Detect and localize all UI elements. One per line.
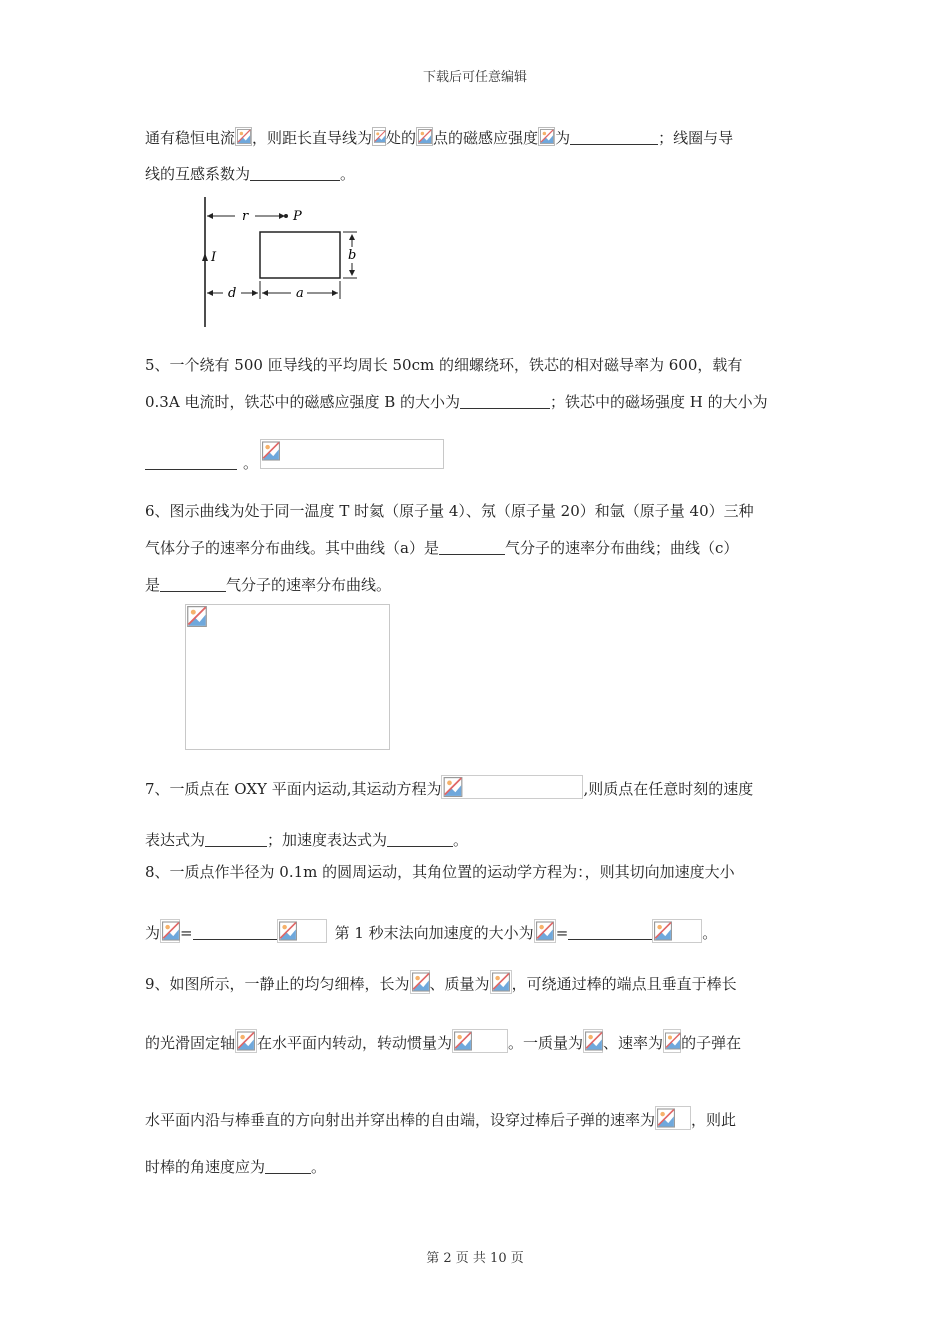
formula-image-box	[655, 1106, 691, 1130]
broken-image-icon	[187, 606, 207, 627]
answer-blank	[250, 166, 340, 181]
label-P: P	[293, 209, 302, 224]
formula-image-box	[441, 775, 583, 799]
wire-loop-figure	[195, 195, 365, 330]
label-b: b	[348, 248, 357, 263]
label-a: a	[296, 286, 304, 301]
label-d: d	[228, 286, 237, 301]
answer-blank	[387, 832, 453, 847]
answer-blank	[193, 925, 277, 940]
formula-image-icon	[372, 127, 386, 146]
page-header: 下载后可任意编辑	[422, 70, 527, 85]
formula-image-box	[583, 1029, 603, 1053]
q5-line-3: 。	[145, 452, 258, 474]
formula-image-icon	[235, 127, 252, 146]
q5-line-1: 5、一个绕有 500 匝导线的平均周长 50cm 的细螺绕环，铁芯的相对磁导率为 600，载有	[145, 356, 743, 374]
formula-image-box	[452, 1029, 508, 1053]
q8-line-2: 为 = 第 1 秒末法向加速度的大小为 = 。	[145, 919, 717, 944]
answer-blank	[439, 540, 505, 555]
formula-image-box	[260, 439, 444, 469]
formula-image-box	[652, 919, 702, 943]
label-I: I	[211, 250, 217, 265]
q7-line-2: 表达式为 ；加速度表达式为 。	[145, 831, 469, 849]
q9-line-1: 9、如图所示，一静止的均匀细棒，长为 、质量为 ，可绕通过棒的端点且垂直于棒长	[145, 970, 737, 995]
speed-distribution-image-box	[185, 604, 390, 750]
formula-image-box	[277, 919, 327, 943]
q6-line-1: 6、图示曲线为处于同一温度 T 时氦（原子量 4）、氖（原子量 20）和氩（原子量 40）三种	[145, 502, 754, 520]
q9-line-4: 时棒的角速度应为 。	[145, 1158, 327, 1176]
q6-line-2: 气体分子的速率分布曲线。其中曲线（a）是 气分子的速率分布曲线；曲线（c）	[145, 539, 739, 557]
label-r: r	[242, 209, 249, 224]
formula-image-box	[663, 1029, 681, 1053]
answer-blank	[160, 577, 226, 592]
answer-blank	[145, 455, 237, 470]
answer-blank	[205, 832, 267, 847]
formula-image-box	[534, 919, 556, 943]
q9-line-3: 水平面内沿与棒垂直的方向射出并穿出棒的自由端，设穿过棒后子弹的速率为 ，则此	[145, 1106, 736, 1131]
formula-image-icon	[538, 127, 555, 146]
q8-line-1: 8、一质点作半径为 0.1m 的圆周运动，其角位置的运动学方程为：，则其切向加速度大小	[145, 863, 735, 881]
q6-line-3: 是 气分子的速率分布曲线。	[145, 576, 392, 594]
q4-line-1: 通有稳恒电流 ，则距长直导线为 处的 点的磁感应强度 为 ；线圈与导	[145, 129, 734, 147]
answer-blank	[568, 925, 652, 940]
q7-line-1: 7、一质点在 OXY 平面内运动,其运动方程为 ,则质点在任意时刻的速度	[145, 775, 753, 800]
broken-image-icon	[262, 441, 280, 461]
formula-image-box	[490, 970, 512, 994]
q4-line-2: 线的互感系数为 。	[145, 165, 356, 183]
answer-blank	[265, 1159, 311, 1174]
page-footer: 第 2 页 共 10 页	[426, 1251, 524, 1266]
q9-line-2: 的光滑固定轴 在水平面内转动，转动惯量为 。一质量为 、速率为 的子弹在	[145, 1029, 741, 1054]
q5-line-2: 0.3A 电流时，铁芯中的磁感应强度 B 的大小为 ；铁芯中的磁场强度 H 的大小为	[145, 393, 768, 411]
formula-image-icon	[416, 127, 433, 146]
answer-blank	[570, 130, 658, 145]
formula-image-box	[160, 919, 180, 943]
formula-image-box	[235, 1029, 257, 1053]
formula-image-box	[410, 970, 430, 994]
answer-blank	[460, 394, 550, 409]
